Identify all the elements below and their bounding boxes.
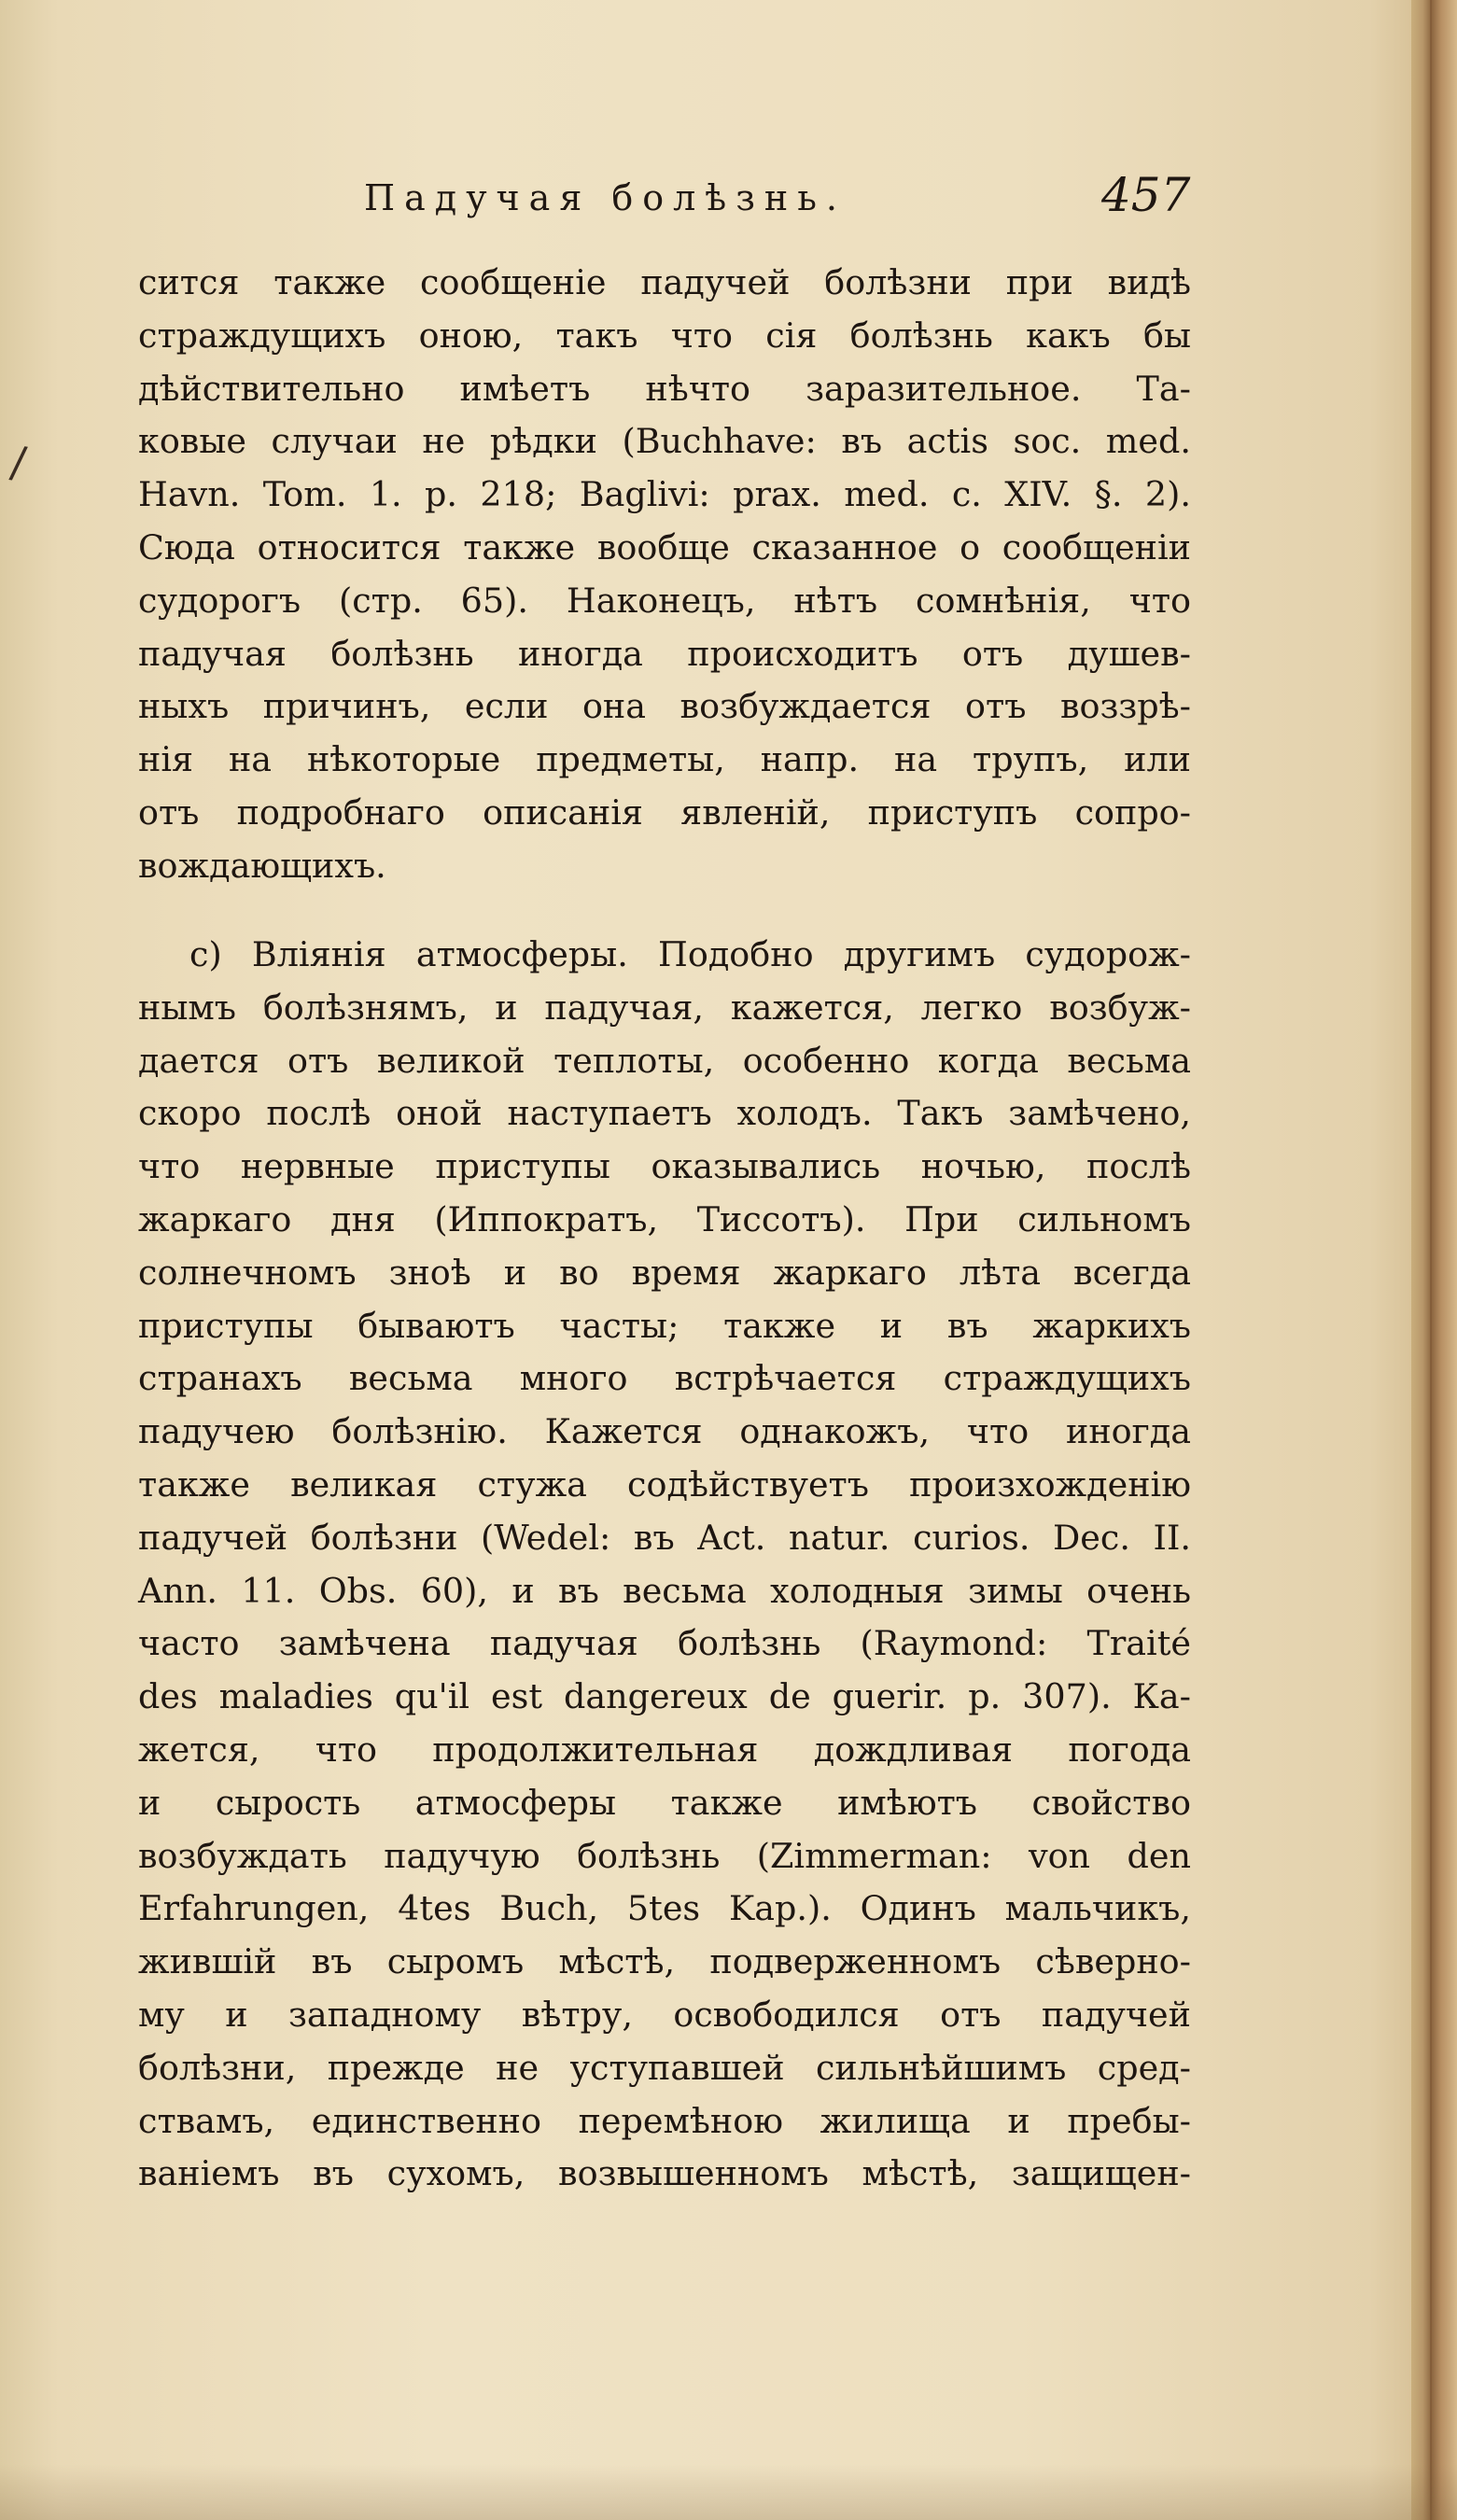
text-line: жившій въ сыромъ мѣстѣ, подверженномъ сѣверно- [138, 1941, 1191, 1982]
text-line: страждущихъ оною, такъ что сія болѣзнь какъ бы [138, 315, 1191, 356]
text-line: падучей болѣзни (Wedel: въ Act. natur. curios. Dec. II. [138, 1517, 1191, 1558]
text-line: солнечномъ знoѣ и во время жаркаго лѣта всегда [138, 1252, 1191, 1293]
text-line: Havn. Tom. 1. p. 218; Baglivi: prax. med. c. XIV. §. 2). [138, 474, 1191, 515]
text-line: также великая стужа содѣйствуетъ произхожденію [138, 1464, 1191, 1505]
text-line: ваніемъ въ сухомъ, возвышенномъ мѣстѣ, защищен- [138, 2153, 1191, 2194]
book-spine-edge [1411, 0, 1457, 2520]
text-line: судорогъ (стр. 65). Наконецъ, нѣтъ сомнѣнія, что [138, 580, 1191, 621]
text-line: отъ подробнаго описанія явленій, приступъ сопро- [138, 792, 1191, 833]
text-line: нымъ болѣзнямъ, и падучая, кажется, легко возбуж- [138, 987, 1191, 1028]
text-line: странахъ весьма много встрѣчается страждущихъ [138, 1358, 1191, 1399]
text-line: вождающихъ. [138, 845, 386, 886]
text-line: му и западному вѣтру, освободился отъ падучей [138, 1995, 1191, 2035]
running-header: Падучая болѣзнь. [364, 177, 848, 218]
text-line: и сырость атмосферы также имѣютъ свойство [138, 1782, 1191, 1823]
text-line: ныхъ причинъ, если она возбуждается отъ воззрѣ- [138, 686, 1191, 727]
text-line: c) Вліянія атмосферы. Подобно другимъ судорож- [189, 934, 1191, 974]
text-line: часто замѣчена падучая болѣзнь (Raymond: Traité [138, 1623, 1191, 1664]
text-line: Ann. 11. Obs. 60), и въ весьма холодныя зимы очень [138, 1570, 1191, 1611]
text-line: ковые случаи не рѣдки (Buchhave: въ actis soc. med. [138, 421, 1191, 462]
text-line: нія на нѣкоторые предметы, напр. на трупъ, или [138, 739, 1191, 780]
page-shadow [0, 2464, 1457, 2520]
text-line: болѣзни, прежде не уступавшей сильнѣйшимъ сред- [138, 2047, 1191, 2088]
text-line: Erfahrungen, 4tes Buch, 5tes Kap.). Одинъ мальчикъ, [138, 1888, 1191, 1929]
text-line: падучею болѣзнію. Кажется однакожъ, что иногда [138, 1411, 1191, 1452]
text-line: жется, что продолжительная дождливая погода [138, 1729, 1191, 1770]
text-line: дѣйствительно имѣетъ нѣчто заразительное. Та- [138, 368, 1191, 409]
text-line: Сюда относится также вообще сказанное о сообщеніи [138, 527, 1191, 567]
text-line: дается отъ великой теплоты, особенно когда весьма [138, 1040, 1191, 1081]
text-line: жаркаго дня (Иппократъ, Тиссотъ). При сильномъ [138, 1199, 1191, 1239]
page-number: 457 [1101, 168, 1191, 222]
text-line: что нервные приступы оказывались ночью, послѣ [138, 1146, 1191, 1187]
text-line: скоро послѣ оной наступаетъ холодъ. Такъ замѣчено, [138, 1093, 1191, 1134]
margin-pencil-mark: / [7, 436, 30, 488]
text-line: возбуждать падучую болѣзнь (Zimmerman: von den [138, 1835, 1191, 1876]
text-line: ствамъ, единственно перемѣною жилища и пребы- [138, 2100, 1191, 2141]
text-line: падучая болѣзнь иногда происходитъ отъ душев- [138, 633, 1191, 674]
text-line: des maladies qu'il est dangereux de guerir. p. 307). Ка- [138, 1676, 1191, 1717]
text-line: сится также сообщеніе падучей болѣзни при видѣ [138, 262, 1191, 302]
text-line: приступы бываютъ часты; также и въ жаркихъ [138, 1305, 1191, 1346]
